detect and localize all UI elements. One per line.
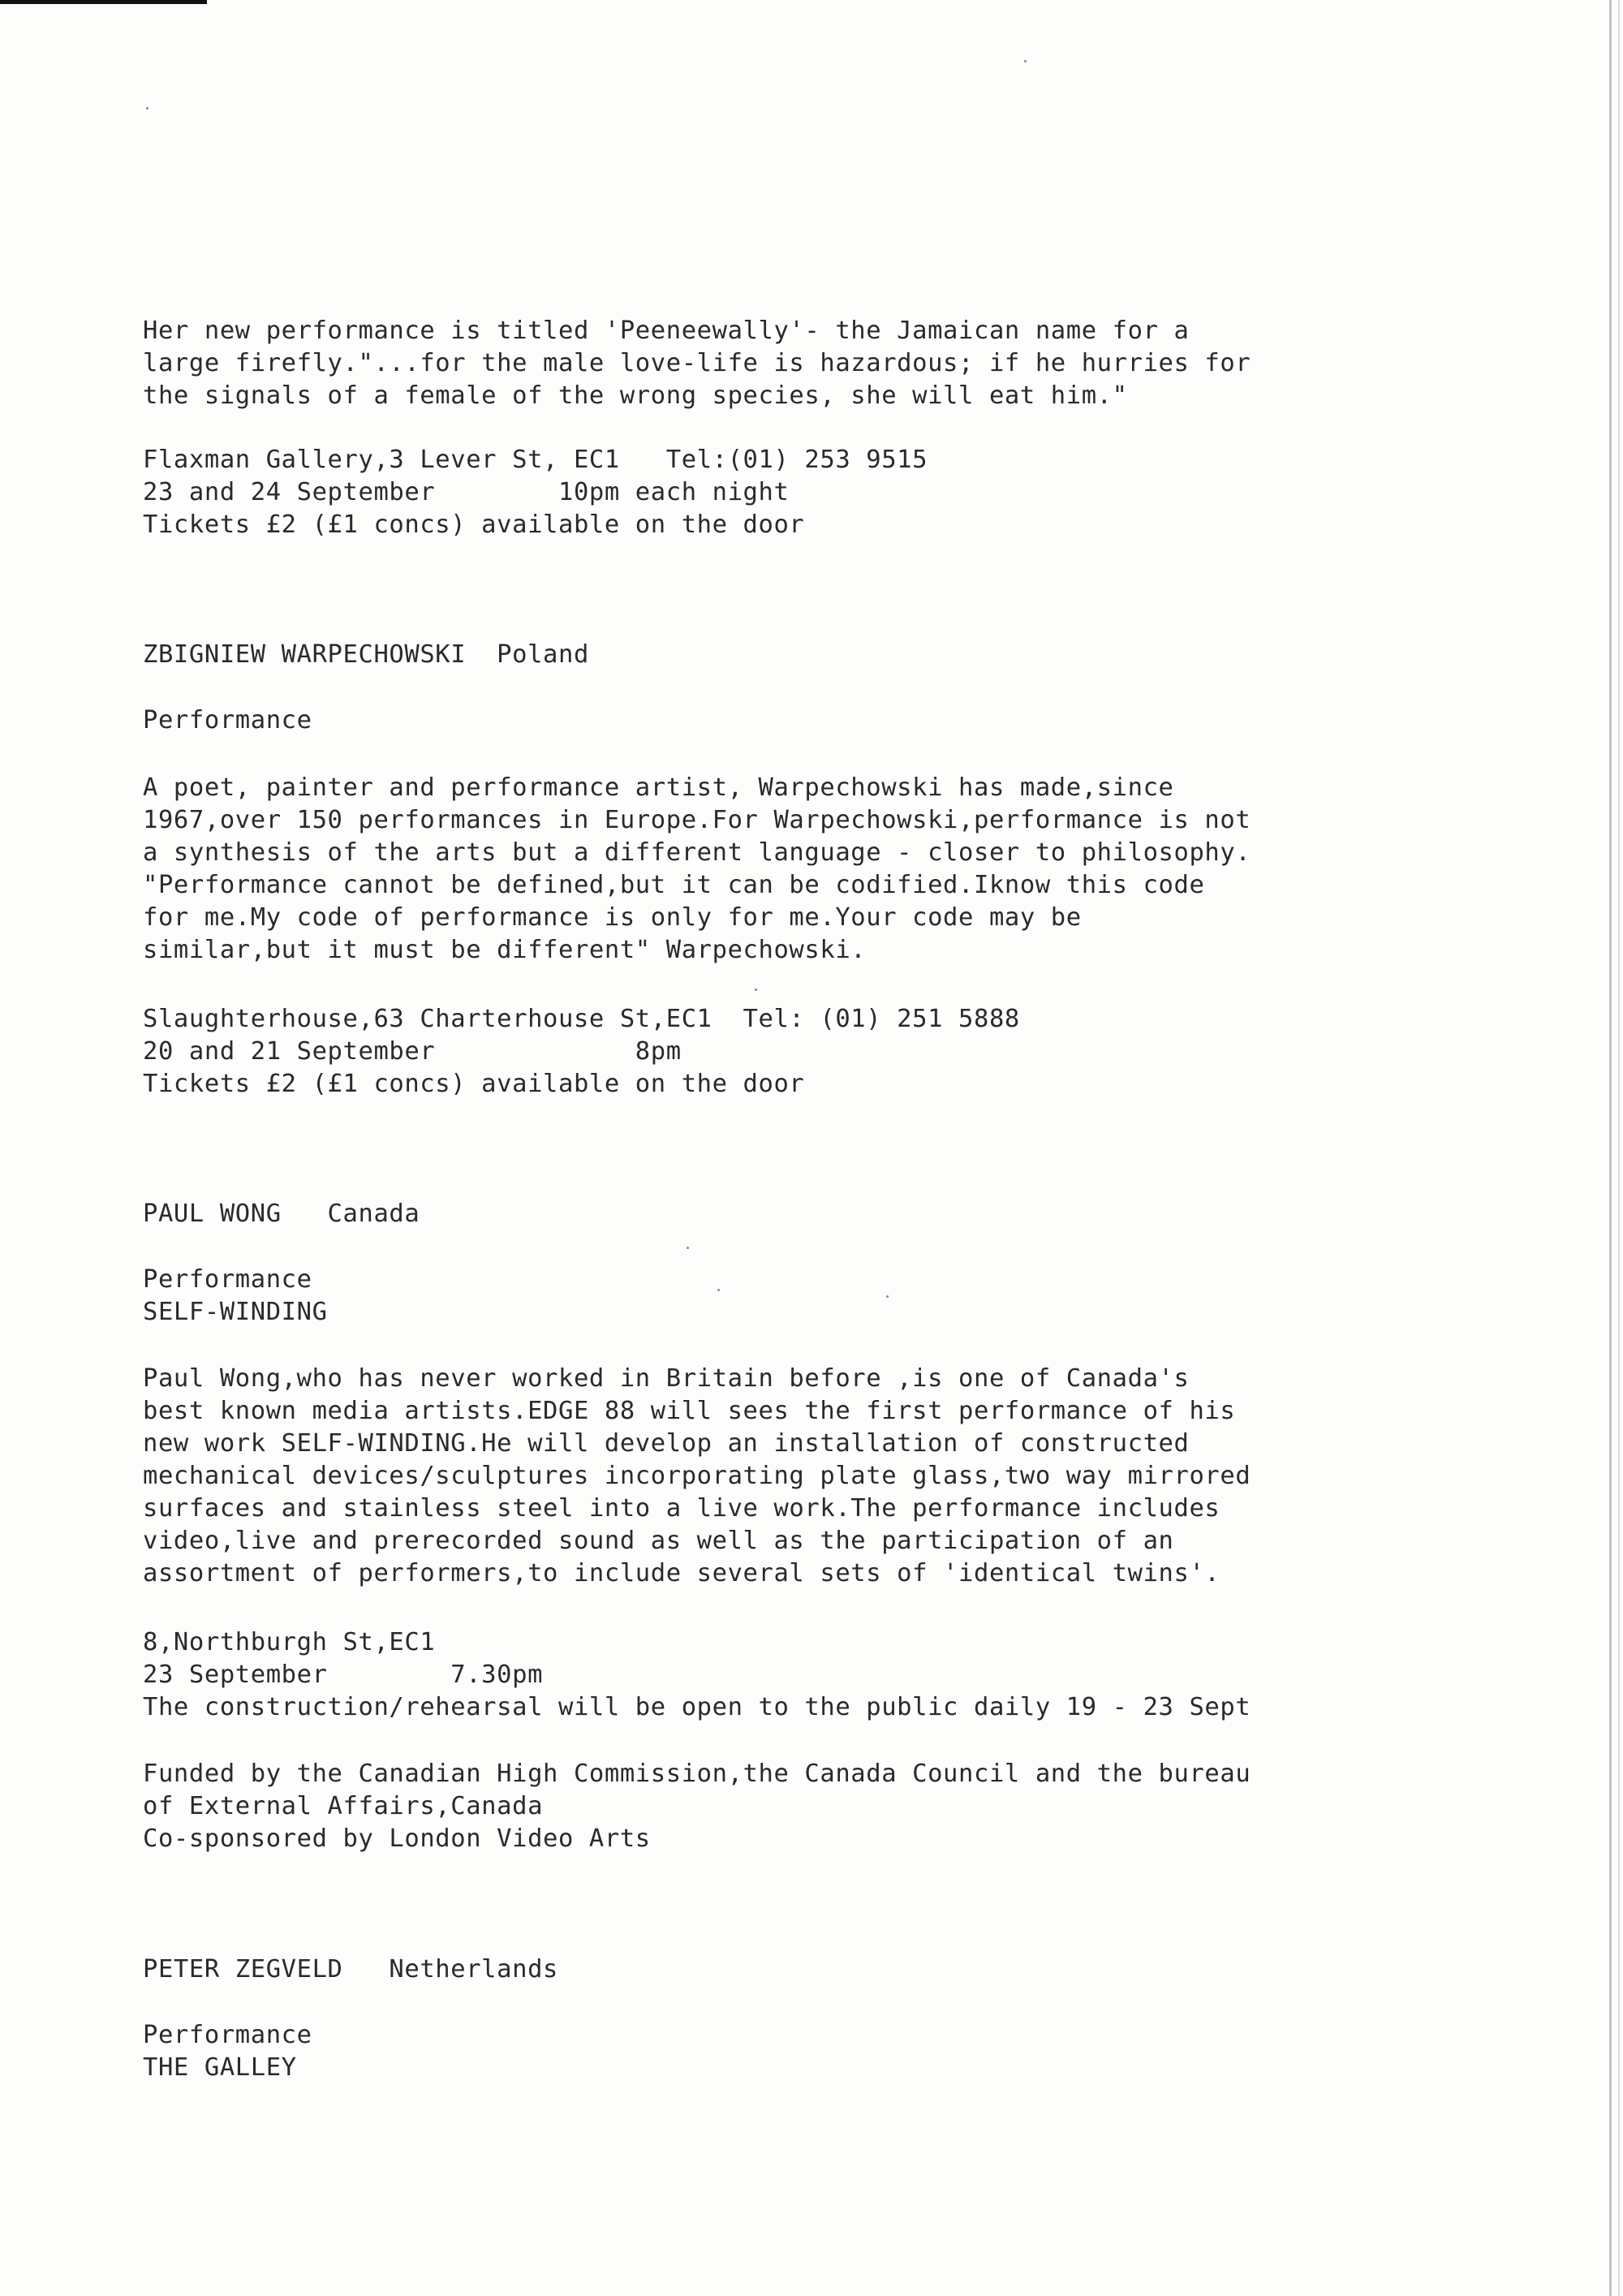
text-block: [143, 1758, 1539, 1855]
text-line: SELF-WINDING: [143, 1298, 328, 1326]
scan-speck: [687, 1247, 689, 1249]
text-block: [143, 1626, 1539, 1724]
scan-edge-shadow: [1609, 0, 1612, 2296]
text-line: a synthesis of the arts but a different language - closer to philosophy.: [143, 838, 1251, 867]
text-line: A poet, painter and performance artist, Warpechowski has made,since: [143, 773, 1174, 802]
text-line: 20 and 21 September 8pm: [143, 1037, 682, 1066]
text-line: Funded by the Canadian High Commission,the Canada Council and the bureau: [143, 1760, 1251, 1788]
text-block: [143, 639, 1539, 671]
text-line: PAUL WONG Canada: [143, 1200, 420, 1228]
scan-speck: [1024, 60, 1027, 62]
text-line: video,live and prerecorded sound as well as the participation of an: [143, 1527, 1174, 1555]
text-line: The construction/rehearsal will be open to the public daily 19 - 23 Sept: [143, 1693, 1251, 1721]
text-line: ZBIGNIEW WARPECHOWSKI Poland: [143, 640, 589, 669]
text-block: [143, 315, 1539, 412]
text-line: "Performance cannot be defined,but it can be codified.Iknow this code: [143, 871, 1205, 899]
text-line: Performance: [143, 2021, 312, 2049]
text-block: [143, 772, 1539, 967]
text-block: [143, 444, 1539, 541]
text-line: surfaces and stainless steel into a live work.The performance includes: [143, 1494, 1220, 1523]
scan-speck: [146, 107, 149, 110]
scan-edge-shadow-outer: [1618, 0, 1620, 2296]
text-line: assortment of performers,to include several sets of 'identical twins'.: [143, 1559, 1220, 1587]
text-line: best known media artists.EDGE 88 will sees the first performance of his: [143, 1397, 1236, 1425]
text-line: Paul Wong,who has never worked in Britain before ,is one of Canada's: [143, 1364, 1190, 1393]
text-block: [143, 704, 1539, 737]
text-line: Co-sponsored by London Video Arts: [143, 1824, 651, 1853]
text-line: mechanical devices/sculptures incorporating plate glass,two way mirrored: [143, 1462, 1251, 1490]
text-line: Her new performance is titled 'Peeneewally'- the Jamaican name for a: [143, 317, 1190, 345]
text-line: of External Affairs,Canada: [143, 1792, 544, 1820]
text-line: new work SELF-WINDING.He will develop an installation of constructed: [143, 1429, 1190, 1458]
text-block: [143, 2019, 1539, 2084]
text-line: 8,Northburgh St,EC1: [143, 1628, 436, 1656]
text-line: large firefly."...for the male love-life is hazardous; if he hurries for: [143, 349, 1251, 377]
text-block: [143, 1363, 1539, 1590]
text-line: Slaughterhouse,63 Charterhouse St,EC1 Tel: (01) 251 5888: [143, 1005, 1020, 1033]
text-line: 23 September 7.30pm: [143, 1661, 544, 1689]
text-line: Performance: [143, 706, 312, 734]
text-line: PETER ZEGVELD Netherlands: [143, 1955, 558, 1984]
text-line: Tickets £2 (£1 concs) available on the door: [143, 510, 805, 539]
text-line: for me.My code of performance is only for me.Your code may be: [143, 903, 1082, 932]
text-line: Tickets £2 (£1 concs) available on the door: [143, 1070, 805, 1098]
text-line: similar,but it must be different" Warpechowski.: [143, 936, 867, 964]
text-line: the signals of a female of the wrong species, she will eat him.": [143, 381, 1128, 410]
scan-edge-mark: [0, 0, 207, 4]
text-block: [143, 1954, 1539, 1986]
text-block: [143, 1198, 1539, 1230]
text-block: [143, 1003, 1539, 1101]
text-line: THE GALLEY: [143, 2053, 297, 2082]
text-line: 1967,over 150 performances in Europe.For Warpechowski,performance is not: [143, 806, 1251, 834]
text-line: 23 and 24 September 10pm each night: [143, 478, 790, 506]
scan-speck: [755, 989, 757, 991]
text-line: Flaxman Gallery,3 Lever St, EC1 Tel:(01) 253 9515: [143, 446, 928, 474]
text-line: Performance: [143, 1265, 312, 1294]
text-block: [143, 1264, 1539, 1329]
